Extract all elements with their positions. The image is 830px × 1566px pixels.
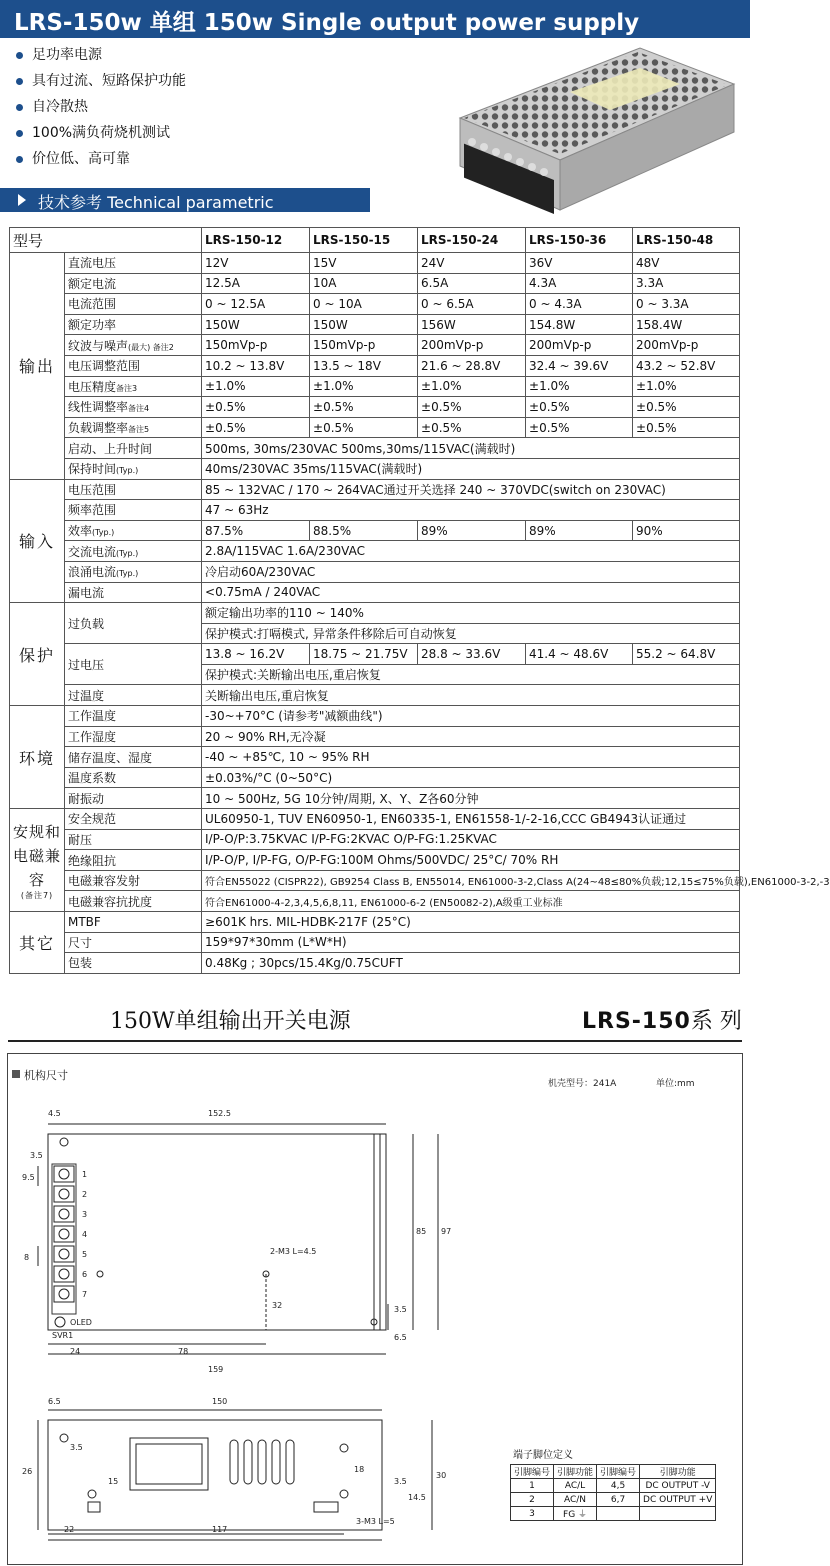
value-cell: 90% bbox=[633, 520, 740, 541]
table-row bbox=[10, 335, 740, 356]
terminal-cell: 6,7 bbox=[597, 1493, 640, 1507]
terminal-number: 5 bbox=[82, 1250, 88, 1259]
table-row bbox=[10, 912, 740, 933]
value-cell: 40ms/230VAC 35ms/115VAC(满载时) bbox=[202, 458, 740, 479]
group-safety-text: 安规和电磁兼容 bbox=[13, 823, 62, 890]
value-cell: 额定输出功率的110 ~ 140% bbox=[202, 603, 740, 624]
terminal-number: 6 bbox=[82, 1270, 88, 1279]
dim-label: 2-M3 L=4.5 bbox=[270, 1247, 317, 1256]
side-view-labels bbox=[22, 1397, 446, 1534]
dim-label: 15 bbox=[108, 1477, 119, 1486]
terminal-number: 3 bbox=[82, 1210, 88, 1219]
terminal-header: 引脚编号 bbox=[511, 1465, 554, 1479]
value-cell: 150mVp-p bbox=[202, 335, 310, 356]
table-row bbox=[10, 767, 740, 788]
group-safety bbox=[10, 809, 65, 912]
value-cell: 3.3A bbox=[633, 273, 740, 294]
section-title: 技术参考 Technical parametric bbox=[38, 193, 274, 212]
value-cell: 4.3A bbox=[526, 273, 633, 294]
group-output: 输出 bbox=[10, 253, 65, 480]
top-view-labels bbox=[22, 1109, 451, 1374]
table-row bbox=[10, 644, 740, 665]
row-label-text: 启动、上升时间 bbox=[68, 441, 153, 456]
dim-label: 3.5 bbox=[394, 1477, 407, 1486]
value-cell: 符合EN61000-4-2,3,4,5,6,8,11, EN61000-6-2 (EN50082-2),A级重工业标准 bbox=[202, 891, 740, 912]
value-cell: ≥601K hrs. MIL-HDBK-217F (25°C) bbox=[202, 912, 740, 933]
dim-label: 6.5 bbox=[48, 1397, 61, 1406]
table-row bbox=[10, 314, 740, 335]
terminal-cell: FG ⏚ bbox=[554, 1507, 597, 1521]
row-label: 安全规范 bbox=[65, 809, 202, 830]
value-cell: 48V bbox=[633, 253, 740, 274]
row-label bbox=[65, 314, 202, 335]
drawing-title: 150W单组输出开关电源 bbox=[110, 1009, 351, 1034]
terminal-table bbox=[510, 1464, 716, 1521]
table-row bbox=[10, 582, 740, 603]
value-cell: 2.8A/115VAC 1.6A/230VAC bbox=[202, 541, 740, 562]
top-view bbox=[38, 1124, 438, 1354]
table-row bbox=[10, 603, 740, 624]
value-cell: 159*97*30mm (L*W*H) bbox=[202, 932, 740, 953]
row-label: 工作湿度 bbox=[65, 726, 202, 747]
value-cell: ±1.0% bbox=[418, 376, 526, 397]
value-cell: I/P-O/P, I/P-FG, O/P-FG:100M Ohms/500VDC/ 25°C/ 70% RH bbox=[202, 850, 740, 871]
title-banner bbox=[0, 0, 750, 38]
value-cell: 13.5 ~ 18V bbox=[310, 355, 418, 376]
value-cell: 55.2 ~ 64.8V bbox=[633, 644, 740, 665]
row-label bbox=[65, 541, 202, 562]
row-note: (最大) 备注2 bbox=[128, 342, 174, 352]
value-cell: 13.8 ~ 16.2V bbox=[202, 644, 310, 665]
value-cell: ±0.5% bbox=[202, 417, 310, 438]
terminal-cell bbox=[640, 1507, 716, 1521]
value-cell: 10 ~ 500Hz, 5G 10分钟/周期, X、Y、Z各60分钟 bbox=[202, 788, 740, 809]
value-cell: ±0.03%/°C (0~50°C) bbox=[202, 767, 740, 788]
header-model: LRS-150-24 bbox=[418, 228, 526, 253]
row-label bbox=[65, 520, 202, 541]
group-other: 其它 bbox=[10, 912, 65, 974]
dim-label: 3.5 bbox=[394, 1305, 407, 1314]
terminal-header: 引脚功能 bbox=[554, 1465, 597, 1479]
dim-label: 3-M3 L=5 bbox=[356, 1517, 395, 1526]
value-cell: 关断输出电压,重启恢复 bbox=[202, 685, 740, 706]
value-cell: 保护模式:打嗝模式, 异常条件移除后可自动恢复 bbox=[202, 623, 740, 644]
dim-label: 97 bbox=[441, 1227, 452, 1236]
row-label: 过温度 bbox=[65, 685, 202, 706]
value-cell: 150W bbox=[202, 314, 310, 335]
dim-label: 18 bbox=[354, 1465, 365, 1474]
value-cell: 200mVp-p bbox=[526, 335, 633, 356]
row-label-text: 保持时间 bbox=[68, 462, 117, 477]
table-row bbox=[10, 809, 740, 830]
value-cell: 88.5% bbox=[310, 520, 418, 541]
triangle-icon bbox=[18, 194, 26, 206]
value-cell: 0 ~ 4.3A bbox=[526, 294, 633, 315]
row-label bbox=[65, 376, 202, 397]
dim-label: 85 bbox=[416, 1227, 427, 1236]
row-label-text: 电压精度 bbox=[68, 379, 117, 394]
terminal-cell: 4,5 bbox=[597, 1479, 640, 1493]
dim-label: 24 bbox=[70, 1347, 81, 1356]
value-cell: 150mVp-p bbox=[310, 335, 418, 356]
value-cell: <0.75mA / 240VAC bbox=[202, 582, 740, 603]
row-label-text: 电压调整范围 bbox=[68, 359, 141, 374]
value-cell: 150W bbox=[310, 314, 418, 335]
value-cell: 12V bbox=[202, 253, 310, 274]
value-cell: 28.8 ~ 33.6V bbox=[418, 644, 526, 665]
table-row bbox=[10, 417, 740, 438]
row-label: 包装 bbox=[65, 953, 202, 974]
dim-label: 8 bbox=[24, 1253, 30, 1262]
terminal-number: 4 bbox=[82, 1230, 88, 1239]
box-marker-icon bbox=[12, 1070, 20, 1078]
row-label-text: 浪涌电流 bbox=[68, 565, 117, 580]
terminal-number: 7 bbox=[82, 1290, 88, 1299]
terminal-number: 1 bbox=[82, 1170, 88, 1179]
terminal-cell: AC/N bbox=[554, 1493, 597, 1507]
value-cell: 21.6 ~ 28.8V bbox=[418, 355, 526, 376]
dim-label: 159 bbox=[208, 1365, 224, 1374]
value-cell: 89% bbox=[526, 520, 633, 541]
table-row bbox=[10, 932, 740, 953]
series-label bbox=[582, 1004, 742, 1035]
row-label-text: 频率范围 bbox=[68, 503, 117, 518]
dim-label: 150 bbox=[212, 1397, 228, 1406]
value-cell: 158.4W bbox=[633, 314, 740, 335]
row-note: 备注4 bbox=[128, 404, 150, 414]
row-label: 绝缘阻抗 bbox=[65, 850, 202, 871]
feature-item: 具有过流、短路保护功能 bbox=[12, 68, 432, 94]
row-label bbox=[65, 417, 202, 438]
row-label-text: 交流电流 bbox=[68, 544, 117, 559]
value-cell: 89% bbox=[418, 520, 526, 541]
case-label: 机壳型号：241A bbox=[548, 1079, 617, 1089]
row-label: 尺寸 bbox=[65, 932, 202, 953]
value-cell: 冷启动60A/230VAC bbox=[202, 561, 740, 582]
table-row bbox=[10, 685, 740, 706]
value-cell: ±1.0% bbox=[633, 376, 740, 397]
dim-label: 152.5 bbox=[208, 1109, 231, 1118]
header-model: LRS-150-15 bbox=[310, 228, 418, 253]
table-row bbox=[10, 294, 740, 315]
table-row bbox=[10, 747, 740, 768]
row-label: 工作温度 bbox=[65, 706, 202, 727]
row-label-text: 额定功率 bbox=[68, 318, 117, 333]
value-cell: 200mVp-p bbox=[633, 335, 740, 356]
table-row bbox=[10, 850, 740, 871]
value-cell: ±0.5% bbox=[310, 417, 418, 438]
row-label-text: 效率 bbox=[68, 524, 93, 539]
value-cell: ±0.5% bbox=[310, 397, 418, 418]
value-cell: 36V bbox=[526, 253, 633, 274]
value-cell: ±0.5% bbox=[633, 417, 740, 438]
dim-label: 3.5 bbox=[70, 1443, 83, 1452]
value-cell: ±1.0% bbox=[310, 376, 418, 397]
value-cell: 500ms, 30ms/230VAC 500ms,30ms/115VAC(满载时) bbox=[202, 438, 740, 459]
row-label bbox=[65, 479, 202, 500]
row-label: MTBF bbox=[65, 912, 202, 933]
value-cell: 156W bbox=[418, 314, 526, 335]
table-row bbox=[10, 397, 740, 418]
value-cell: ±1.0% bbox=[202, 376, 310, 397]
group-safety-note: (备注7) bbox=[20, 891, 54, 901]
value-cell: 15V bbox=[310, 253, 418, 274]
value-cell: 41.4 ~ 48.6V bbox=[526, 644, 633, 665]
value-cell: 12.5A bbox=[202, 273, 310, 294]
terminal-number: 2 bbox=[82, 1190, 88, 1199]
row-label: 电磁兼容抗扰度 bbox=[65, 891, 202, 912]
row-label-text: 电压范围 bbox=[68, 482, 117, 497]
row-label: 耐振动 bbox=[65, 788, 202, 809]
table-row bbox=[10, 829, 740, 850]
value-cell: 0.48Kg ; 30pcs/15.4Kg/0.75CUFT bbox=[202, 953, 740, 974]
row-note: (Typ.) bbox=[116, 569, 139, 579]
value-cell: 0 ~ 10A bbox=[310, 294, 418, 315]
feature-list bbox=[12, 42, 432, 172]
box-label: 机构尺寸 bbox=[24, 1069, 68, 1082]
value-cell: ±0.5% bbox=[418, 417, 526, 438]
terminal-cell: 2 bbox=[511, 1493, 554, 1507]
dim-label: 22 bbox=[64, 1525, 75, 1534]
row-label-text: 纹波与噪声 bbox=[68, 338, 129, 353]
row-label bbox=[65, 253, 202, 274]
row-label-text: 负载调整率 bbox=[68, 421, 129, 436]
table-row bbox=[10, 706, 740, 727]
series-suffix: 系 列 bbox=[690, 1009, 742, 1034]
value-cell: 24V bbox=[418, 253, 526, 274]
dim-label: 117 bbox=[212, 1525, 228, 1534]
terminal-header: 引脚编号 bbox=[597, 1465, 640, 1479]
row-label bbox=[65, 273, 202, 294]
table-row bbox=[10, 520, 740, 541]
value-cell: 0 ~ 12.5A bbox=[202, 294, 310, 315]
row-label bbox=[65, 335, 202, 356]
row-label bbox=[65, 561, 202, 582]
feature-item: 足功率电源 bbox=[12, 42, 432, 68]
terminal-cell: DC OUTPUT +V bbox=[640, 1493, 716, 1507]
value-cell: 32.4 ~ 39.6V bbox=[526, 355, 633, 376]
title-divider bbox=[8, 1040, 742, 1042]
row-label-text: 直流电压 bbox=[68, 256, 117, 271]
value-cell: ±0.5% bbox=[633, 397, 740, 418]
value-cell: 保护模式:关断输出电压,重启恢复 bbox=[202, 664, 740, 685]
dim-label: 78 bbox=[178, 1347, 189, 1356]
value-cell: 154.8W bbox=[526, 314, 633, 335]
value-cell: 18.75 ~ 21.75V bbox=[310, 644, 418, 665]
row-label: 温度系数 bbox=[65, 767, 202, 788]
spec-table bbox=[9, 227, 830, 974]
value-cell: 6.5A bbox=[418, 273, 526, 294]
unit-label: 单位:mm bbox=[656, 1079, 695, 1089]
table-row bbox=[10, 479, 740, 500]
row-note: (Typ.) bbox=[116, 548, 139, 558]
svr-label: SVR1 bbox=[52, 1331, 74, 1340]
feature-item: 100%满负荷烧机测试 bbox=[12, 120, 432, 146]
value-cell: 10A bbox=[310, 273, 418, 294]
table-row bbox=[10, 561, 740, 582]
value-cell: 10.2 ~ 13.8V bbox=[202, 355, 310, 376]
terminal-block bbox=[54, 1166, 74, 1302]
table-header-row bbox=[10, 228, 740, 253]
value-cell: ±0.5% bbox=[526, 417, 633, 438]
value-cell: ±0.5% bbox=[202, 397, 310, 418]
value-cell: ±0.5% bbox=[418, 397, 526, 418]
value-cell: 0 ~ 3.3A bbox=[633, 294, 740, 315]
feature-item: 自冷散热 bbox=[12, 94, 432, 120]
value-cell: UL60950-1, TUV EN60950-1, EN60335-1, EN61558-1/-2-16,CCC GB4943认证通过 bbox=[202, 809, 740, 830]
table-row bbox=[10, 376, 740, 397]
dim-label: 4.5 bbox=[48, 1109, 61, 1118]
dim-label: 26 bbox=[22, 1467, 33, 1476]
table-row bbox=[10, 438, 740, 459]
table-row bbox=[10, 726, 740, 747]
row-note: (Typ.) bbox=[92, 528, 115, 538]
row-label bbox=[65, 500, 202, 521]
table-row bbox=[10, 458, 740, 479]
terminal-cell: 3 bbox=[511, 1507, 554, 1521]
row-label-text: 线性调整率 bbox=[68, 400, 129, 415]
dim-label: 3.5 bbox=[30, 1151, 43, 1160]
terminal-cell: 1 bbox=[511, 1479, 554, 1493]
feature-item: 价位低、高可靠 bbox=[12, 146, 432, 172]
group-protect: 保护 bbox=[10, 603, 65, 706]
row-label: 过负载 bbox=[65, 603, 202, 644]
dim-label: 30 bbox=[436, 1471, 447, 1480]
table-row bbox=[10, 253, 740, 274]
section-header bbox=[0, 188, 370, 212]
header-model: LRS-150-36 bbox=[526, 228, 633, 253]
dim-label: 14.5 bbox=[408, 1493, 426, 1502]
header-model-label: 型号 bbox=[10, 228, 202, 253]
led-label: OLED bbox=[70, 1318, 92, 1327]
table-row bbox=[10, 273, 740, 294]
value-cell: -40 ~ +85℃, 10 ~ 95% RH bbox=[202, 747, 740, 768]
series-model: LRS-150 bbox=[582, 1009, 691, 1034]
table-row bbox=[10, 953, 740, 974]
value-cell: ±0.5% bbox=[526, 397, 633, 418]
row-label: 过电压 bbox=[65, 644, 202, 685]
row-label-text: 漏电流 bbox=[68, 585, 105, 600]
value-cell: ±1.0% bbox=[526, 376, 633, 397]
value-cell: 200mVp-p bbox=[418, 335, 526, 356]
terminal-cell bbox=[597, 1507, 640, 1521]
table-row bbox=[10, 870, 740, 891]
value-cell: I/P-O/P:3.75KVAC I/P-FG:2KVAC O/P-FG:1.25KVAC bbox=[202, 829, 740, 850]
row-label bbox=[65, 582, 202, 603]
value-cell: -30~+70°C (请参考"减额曲线") bbox=[202, 706, 740, 727]
value-cell: 0 ~ 6.5A bbox=[418, 294, 526, 315]
value-cell: 47 ~ 63Hz bbox=[202, 500, 740, 521]
table-row bbox=[10, 500, 740, 521]
header-model: LRS-150-12 bbox=[202, 228, 310, 253]
row-label: 电磁兼容发射 bbox=[65, 870, 202, 891]
row-label bbox=[65, 355, 202, 376]
dim-label: 6.5 bbox=[394, 1333, 407, 1342]
table-row bbox=[10, 891, 740, 912]
terminal-header: 引脚功能 bbox=[640, 1465, 716, 1479]
value-cell: 20 ~ 90% RH,无冷凝 bbox=[202, 726, 740, 747]
row-label: 储存温度、湿度 bbox=[65, 747, 202, 768]
value-cell: 87.5% bbox=[202, 520, 310, 541]
row-note: 备注5 bbox=[128, 425, 150, 435]
terminal-cell: AC/L bbox=[554, 1479, 597, 1493]
table-row bbox=[10, 541, 740, 562]
row-note: 备注3 bbox=[116, 383, 138, 393]
dim-label: 32 bbox=[272, 1301, 283, 1310]
row-note: (Typ.) bbox=[116, 466, 139, 476]
terminal-cell: DC OUTPUT -V bbox=[640, 1479, 716, 1493]
row-label-text: 电流范围 bbox=[68, 297, 117, 312]
row-label bbox=[65, 438, 202, 459]
dim-label: 9.5 bbox=[22, 1173, 35, 1182]
terminal-table-title: 端子脚位定义 bbox=[513, 1450, 573, 1461]
value-cell: 符合EN55022 (CISPR22), GB9254 Class B, EN55014, EN61000-3-2,Class A(24~48≤80%负载;12,15≤75%负载),EN61000-3-2,-3 bbox=[202, 870, 740, 891]
banner-title: LRS-150w 单组 150w Single output power supply bbox=[14, 10, 640, 36]
group-env: 环境 bbox=[10, 706, 65, 809]
table-row bbox=[10, 788, 740, 809]
header-model: LRS-150-48 bbox=[633, 228, 740, 253]
row-label-text: 额定电流 bbox=[68, 276, 117, 291]
row-label bbox=[65, 458, 202, 479]
power-supply-image bbox=[450, 40, 738, 218]
row-label: 耐压 bbox=[65, 829, 202, 850]
row-label bbox=[65, 294, 202, 315]
value-cell: 85 ~ 132VAC / 170 ~ 264VAC通过开关选择 240 ~ 370VDC(switch on 230VAC) bbox=[202, 479, 740, 500]
group-input: 输入 bbox=[10, 479, 65, 603]
value-cell: 43.2 ~ 52.8V bbox=[633, 355, 740, 376]
row-label bbox=[65, 397, 202, 418]
table-row bbox=[10, 355, 740, 376]
